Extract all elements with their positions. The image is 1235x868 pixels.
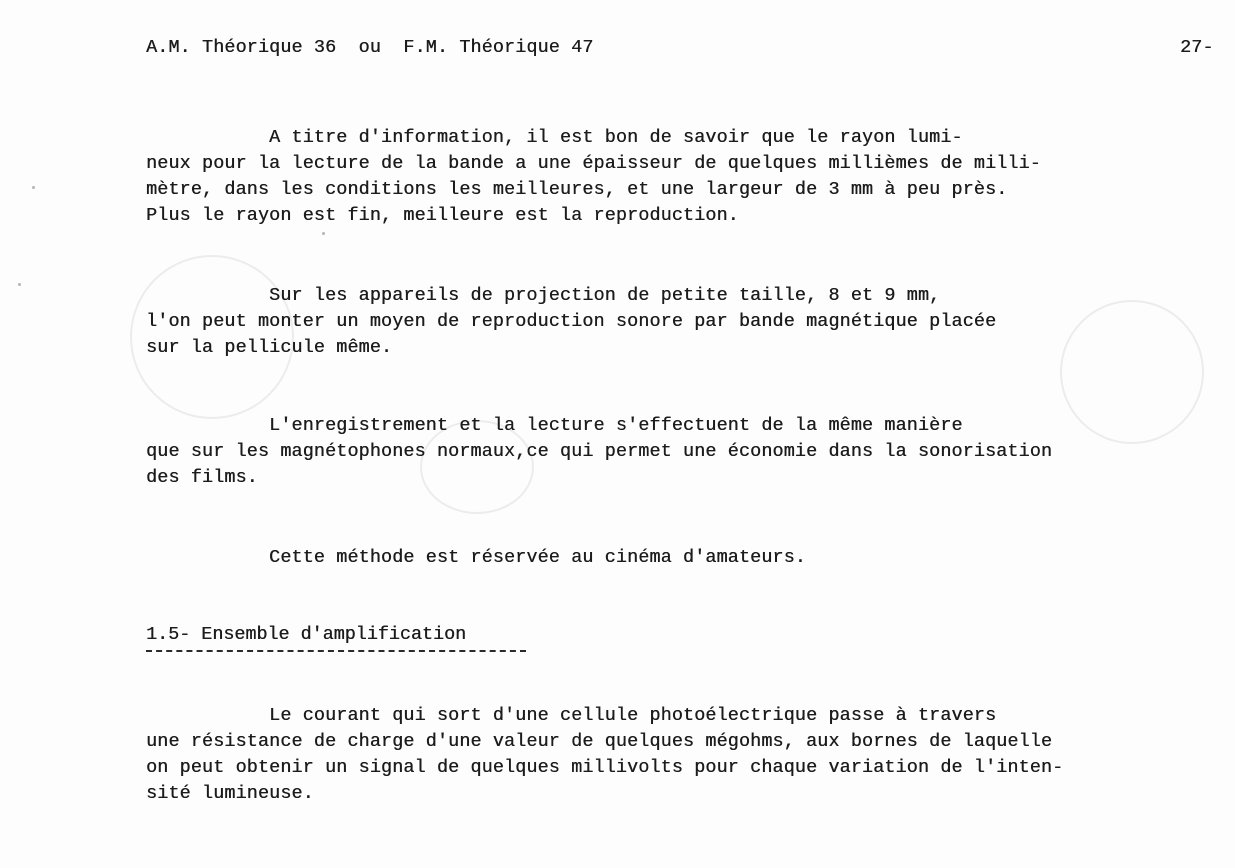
text-line: Plus le rayon est fin, meilleure est la reproduction. bbox=[146, 205, 739, 226]
page-number: 27- bbox=[1180, 37, 1214, 58]
text-line: Le courant qui sort d'une cellule photoélectrique passe à travers bbox=[146, 705, 997, 726]
text-line: sur la pellicule même. bbox=[146, 337, 393, 358]
text-line: neux pour la lecture de la bande a une épaisseur de quelques millièmes de milli- bbox=[146, 153, 1041, 174]
text-line: on peut obtenir un signal de quelques millivolts pour chaque variation de l'inten- bbox=[146, 757, 1064, 778]
speck bbox=[322, 232, 325, 235]
text-line: l'on peut monter un moyen de reproduction sonore par bande magnétique placée bbox=[146, 311, 997, 332]
text-line: que sur les magnétophones normaux,ce qui permet une économie dans la sonorisation bbox=[146, 441, 1053, 462]
text-line: Sur les appareils de projection de petite taille, 8 et 9 mm, bbox=[146, 285, 941, 306]
text-line: sité lumineuse. bbox=[146, 783, 314, 804]
heading-underline bbox=[146, 650, 526, 652]
text-line: des films. bbox=[146, 467, 258, 488]
speck bbox=[32, 186, 35, 189]
text-line: Cette méthode est réservée au cinéma d'amateurs. bbox=[146, 547, 806, 568]
speck bbox=[18, 283, 21, 286]
text-line: A titre d'information, il est bon de savoir que le rayon lumi- bbox=[146, 127, 963, 148]
text-line: une résistance de charge d'une valeur de quelques mégohms, aux bornes de laquelle bbox=[146, 731, 1053, 752]
text-line: L'enregistrement et la lecture s'effectuent de la même manière bbox=[146, 415, 963, 436]
bleed-through-circle bbox=[1060, 300, 1204, 444]
text-line: mètre, dans les conditions les meilleures, et une largeur de 3 mm à peu près. bbox=[146, 179, 1008, 200]
running-header: A.M. Théorique 36 ou F.M. Théorique 47 bbox=[146, 37, 594, 58]
section-heading: 1.5- Ensemble d'amplification bbox=[146, 624, 467, 645]
